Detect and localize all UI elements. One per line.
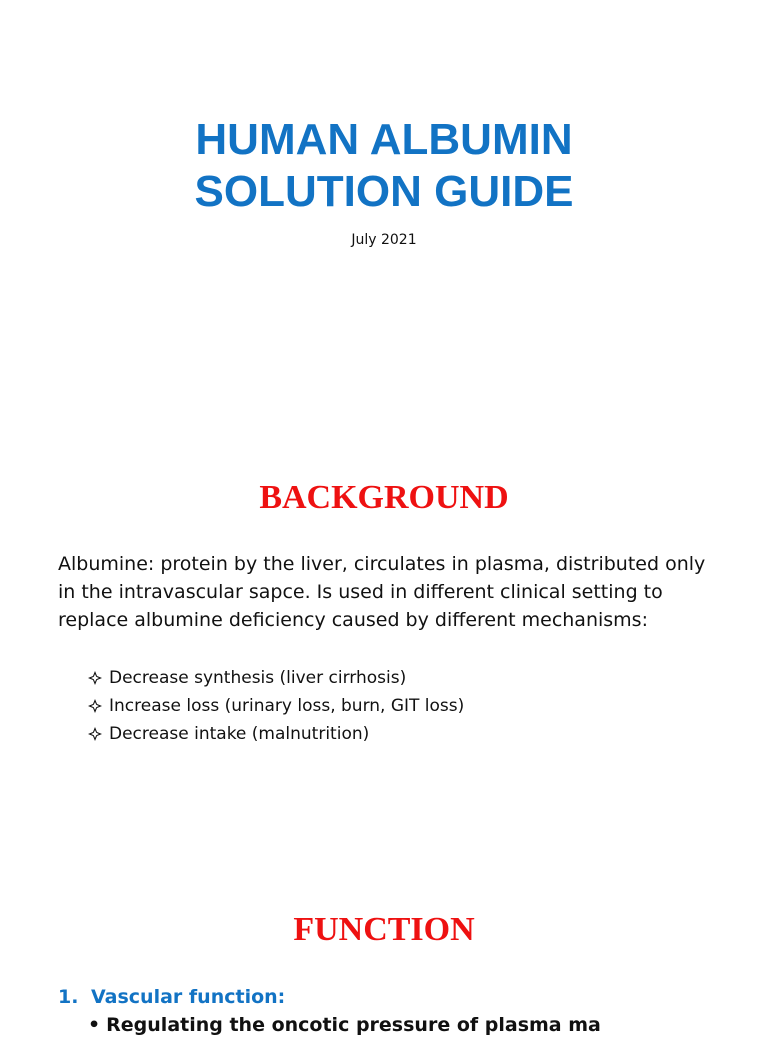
function-heading: FUNCTION xyxy=(293,911,475,948)
document-date: July 2021 xyxy=(351,232,417,248)
item-label: Vascular function: xyxy=(91,986,286,1008)
background-bullet-list xyxy=(88,664,464,748)
sub-bullet-text: Regulating the oncotic pressure of plasma ma xyxy=(106,1014,601,1036)
title-line-2: SOLUTION GUIDE xyxy=(194,167,574,216)
sub-bullet: • xyxy=(88,1014,101,1036)
function-item-1 xyxy=(58,982,285,1012)
background-paragraph: Albumine: protein by the liver, circulates in plasma, distributed only in the intravascular sapce. Is used in different clinical setting to replace albumine deficiency caused by different mechanisms: xyxy=(58,553,706,631)
list-item xyxy=(88,692,464,720)
title-line-1: HUMAN ALBUMIN xyxy=(195,115,573,164)
bullet-text: Increase loss (urinary loss, burn, GIT loss) xyxy=(109,696,465,716)
background-heading: BACKGROUND xyxy=(259,479,509,516)
diamond-bullet-icon xyxy=(88,671,102,685)
bullet-text: Decrease synthesis (liver cirrhosis) xyxy=(109,668,407,688)
bullet-text: Decrease intake (malnutrition) xyxy=(109,724,370,744)
document-title xyxy=(0,114,768,218)
list-item xyxy=(88,664,464,692)
diamond-bullet-icon xyxy=(88,699,102,713)
diamond-bullet-icon xyxy=(88,727,102,741)
list-item xyxy=(88,720,464,748)
item-number: 1. xyxy=(58,986,79,1008)
function-item-1-subline xyxy=(88,1010,601,1040)
